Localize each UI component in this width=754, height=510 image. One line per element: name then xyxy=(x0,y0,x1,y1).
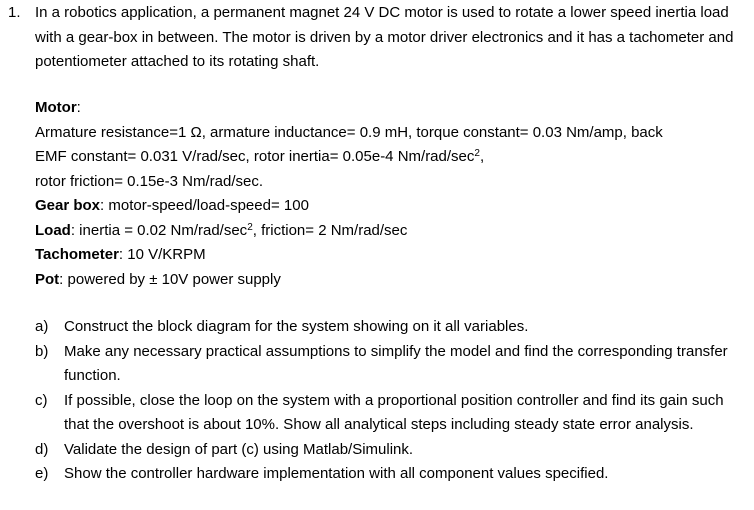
specifications xyxy=(35,96,750,292)
pot-text: : powered by ± 10V power supply xyxy=(59,270,281,288)
part-text: If possible, close the loop on the system with a proportional position controller and find its gain such that the overshoot is about 10%. Show all analytical steps including steady state error analysis. xyxy=(64,391,724,433)
load-spec xyxy=(35,219,750,244)
gearbox-spec xyxy=(35,194,750,219)
load-sup: 2 xyxy=(247,221,253,233)
tachometer-text: : 10 V/KRPM xyxy=(118,246,206,263)
part-c xyxy=(35,389,750,438)
part-e xyxy=(35,462,750,487)
motor-line-3: rotor friction= 0.15e-3 Nm/rad/sec. xyxy=(35,172,264,190)
motor-label: Motor xyxy=(35,99,77,116)
load-label: Load xyxy=(35,221,71,239)
part-d xyxy=(35,438,750,463)
part-text: Construct the block diagram for the system showing on it all variables. xyxy=(64,318,529,335)
pot-spec xyxy=(35,268,750,293)
part-label: c) xyxy=(35,391,48,409)
part-b xyxy=(35,340,750,389)
part-label: d) xyxy=(35,440,49,458)
gearbox-text: : motor-speed/load-speed= 100 xyxy=(100,197,309,214)
motor-heading xyxy=(35,96,750,121)
motor-line-2-text: EMF constant= 0.031 V/rad/sec, rotor inertia= 0.05e-4 Nm/rad/sec xyxy=(35,148,475,165)
part-text: Validate the design of part (c) using Matlab/Simulink. xyxy=(64,440,414,458)
question-intro xyxy=(35,1,750,75)
tachometer-label: Tachometer xyxy=(35,246,119,263)
motor-line-2 xyxy=(35,145,750,170)
part-label: a) xyxy=(35,318,49,335)
gearbox-label: Gear box xyxy=(35,197,101,214)
question-number: 1. xyxy=(8,4,21,21)
pot-label: Pot xyxy=(35,270,60,288)
question-parts xyxy=(35,315,750,487)
intro-text: In a robotics application, a permanent magnet 24 V DC motor is used to rotate a lower speed inertia load with a gear-box in between. The motor is driven by a motor driver electronics and it has a tachometer and potentiometer attached to its rotating shaft. xyxy=(35,4,734,70)
motor-line-2-end: , xyxy=(479,148,485,165)
part-a xyxy=(35,315,750,340)
part-text: Show the controller hardware implementation with all component values specified. xyxy=(64,465,609,482)
part-label: b) xyxy=(35,342,49,360)
motor-line-2-sup: 2 xyxy=(474,148,480,159)
part-text: Make any necessary practical assumptions to simplify the model and find the corresponding transfer function. xyxy=(64,342,728,384)
load-text-end: , friction= 2 Nm/rad/sec xyxy=(252,221,408,239)
part-label: e) xyxy=(35,465,49,482)
tachometer-spec xyxy=(35,243,750,268)
load-text: : inertia = 0.02 Nm/rad/sec xyxy=(70,221,248,239)
motor-line-1: Armature resistance=1 Ω, armature inductance= 0.9 mH, torque constant= 0.03 Nm/amp, back xyxy=(35,123,663,141)
motor-colon: : xyxy=(76,99,81,116)
